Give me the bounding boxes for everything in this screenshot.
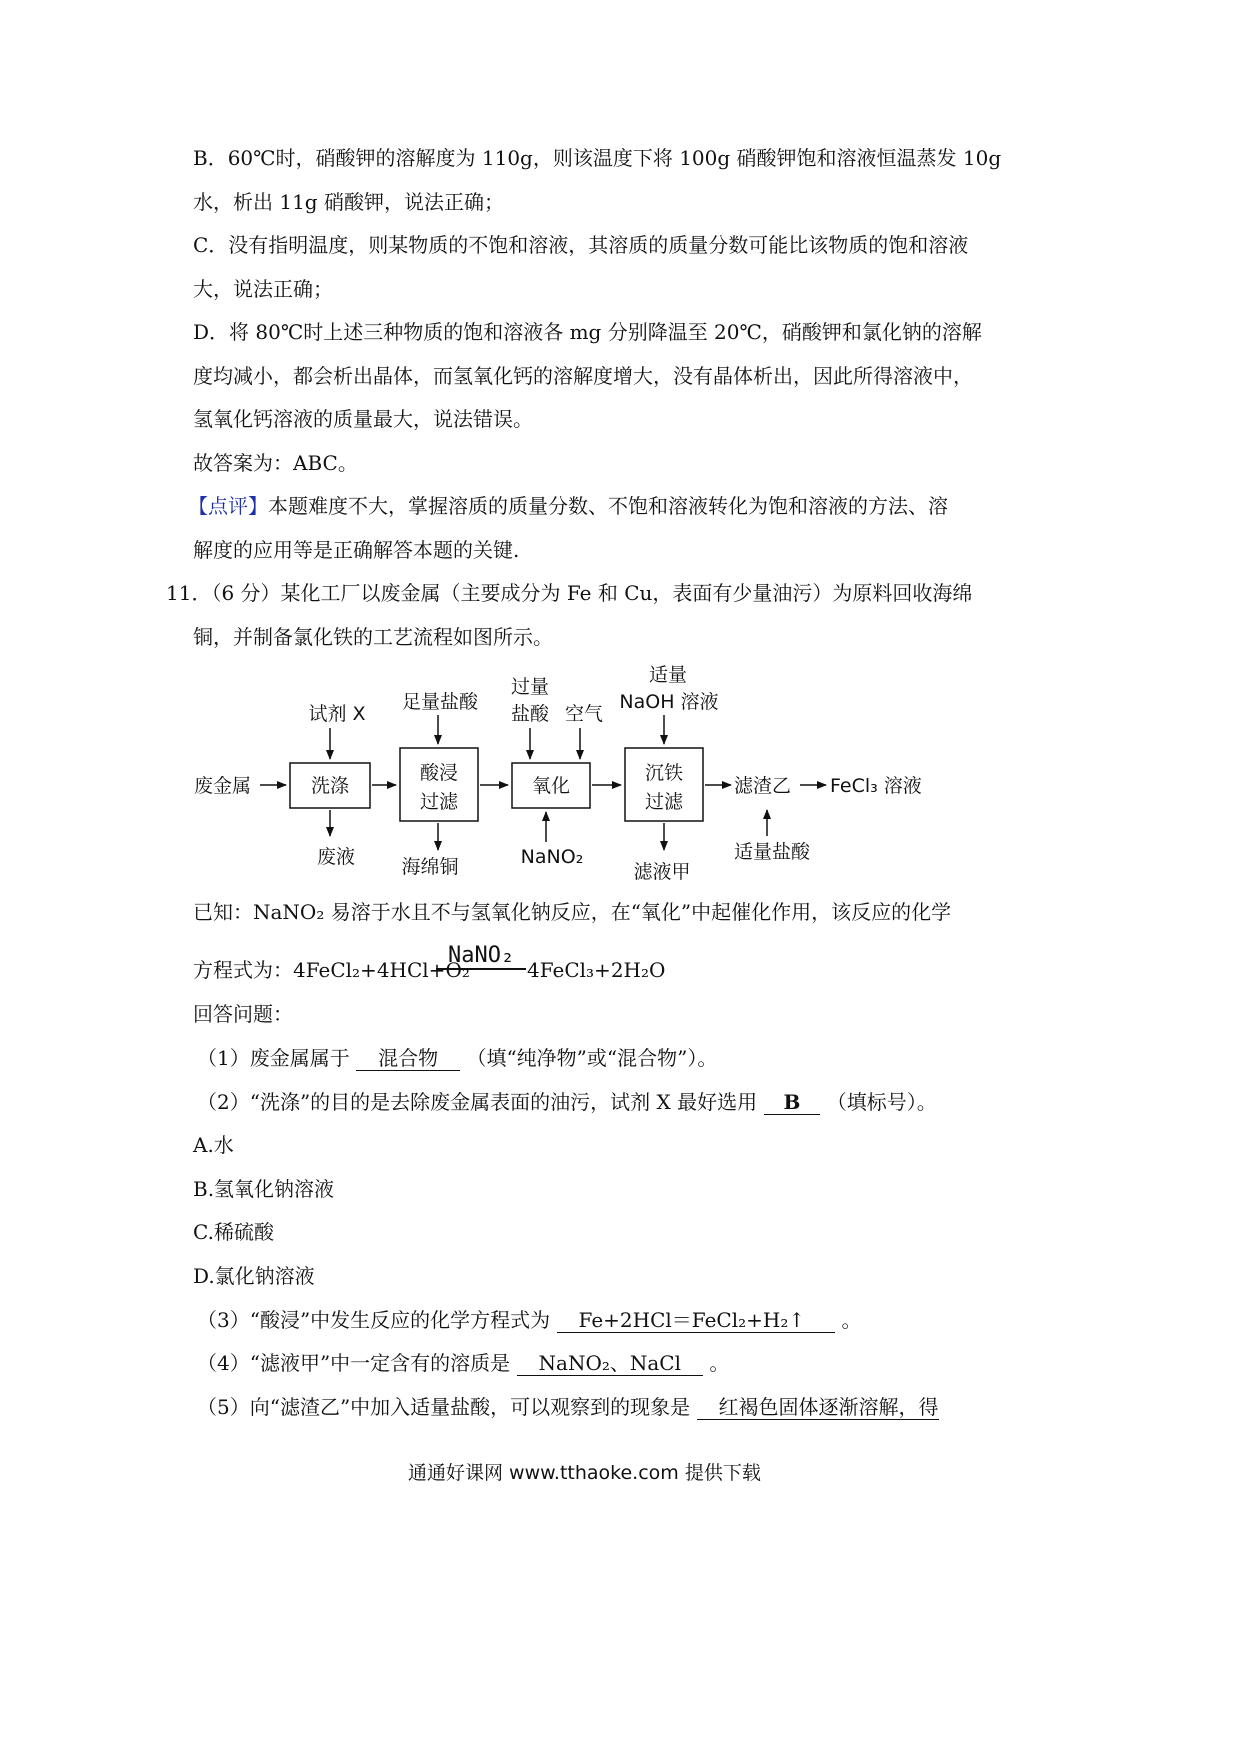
flow-box-acid-2: 过滤 xyxy=(419,791,459,813)
question-11-line2: 铜，并制备氯化铁的工艺流程如图所示。 xyxy=(193,625,553,649)
flow-out-iron: 滤液甲 xyxy=(633,861,691,883)
sub5-text: （5）向“滤渣乙”中加入适量盐酸，可以观察到的现象是 xyxy=(197,1395,691,1419)
flow-product: FeCl₃ 溶液 xyxy=(830,775,922,797)
flow-in-iron-b: NaOH 溶液 xyxy=(619,691,719,713)
sub1-post: （填“纯净物”或“混合物”）。 xyxy=(466,1046,718,1070)
flow-in-oxid-1a: 过量 xyxy=(510,676,550,698)
option-a: A.水 xyxy=(193,1133,234,1157)
answer-c-line2: 大，说法正确； xyxy=(193,277,333,301)
known-equation-prefix: 方程式为：4FeCl₂+4HCl+O₂ xyxy=(193,958,470,982)
flow-out-wash: 废液 xyxy=(316,846,356,868)
flow-in-oxid-1b: 盐酸 xyxy=(510,703,550,725)
question-11-line1: 11．（6 分）某化工厂以废金属（主要成分为 Fe 和 Cu，表面有少量油污）为原料回收海绵 xyxy=(166,581,973,605)
process-flowchart xyxy=(0,660,1240,890)
sub-question-3 xyxy=(197,1306,861,1334)
answer-c-line1: C．没有指明温度，则某物质的不饱和溶液，其溶质的质量分数可能比该物质的饱和溶液 xyxy=(193,233,969,257)
flow-box-wash: 洗涤 xyxy=(310,775,350,797)
flow-in-wash: 试剂 X xyxy=(308,703,366,725)
answer-d-line3: 氢氧化钙溶液的质量最大，说法错误。 xyxy=(193,407,533,431)
flow-in-acid: 足量盐酸 xyxy=(401,691,479,713)
page-footer: 通通好课网 www.tthaoke.com 提供下载 xyxy=(408,1462,761,1484)
sub4-text: （4）“滤液甲”中一定含有的溶质是 xyxy=(197,1351,511,1375)
known-equation-suffix: 4FeCl₃+2H₂O xyxy=(527,958,666,982)
sub-question-2 xyxy=(197,1088,937,1116)
sub1-text: （1）废金属属于 xyxy=(197,1046,350,1070)
sub3-answer: Fe+2HCl＝FeCl₂+H₂↑ xyxy=(557,1308,836,1333)
flow-in-iron-a: 适量 xyxy=(648,664,688,686)
comment-tag: 【点评】 xyxy=(188,494,268,518)
flow-box-acid-1: 酸浸 xyxy=(419,762,459,784)
flow-in-residue: 适量盐酸 xyxy=(733,841,811,863)
sub3-post: 。 xyxy=(841,1308,862,1332)
flow-out-acid: 海绵铜 xyxy=(401,856,459,878)
sub5-answer: 红褐色固体逐渐溶解，得 xyxy=(697,1395,939,1420)
comment-line2: 解度的应用等是正确解答本题的关键. xyxy=(193,538,520,562)
option-b: B.氢氧化钠溶液 xyxy=(193,1177,335,1201)
flow-residue: 滤渣乙 xyxy=(734,775,792,797)
answer-d-line2: 度均减小，都会析出晶体，而氢氧化钙的溶解度增大，没有晶体析出，因此所得溶液中， xyxy=(193,364,973,388)
flow-box-oxid: 氧化 xyxy=(531,775,571,797)
sub-question-5 xyxy=(197,1393,939,1421)
answer-b-line1: B．60℃时，硝酸钾的溶解度为 110g，则该温度下将 100g 硝酸钾饱和溶液恒温蒸发 10g xyxy=(193,146,1002,170)
sub2-text: （2）“洗涤”的目的是去除废金属表面的油污，试剂 X 最好选用 xyxy=(197,1090,758,1114)
sub4-post: 。 xyxy=(709,1351,730,1375)
flow-box-iron-2: 过滤 xyxy=(644,791,684,813)
answer-prompt: 回答问题： xyxy=(193,1002,293,1026)
comment-line1 xyxy=(188,492,948,520)
sub-question-1 xyxy=(197,1044,717,1072)
flow-start: 废金属 xyxy=(194,775,252,797)
sub3-text: （3）“酸浸”中发生反应的化学方程式为 xyxy=(197,1308,551,1332)
answer-d-line1: D．将 80℃时上述三种物质的饱和溶液各 mg 分别降温至 20℃，硝酸钾和氯化钠的溶解 xyxy=(193,320,982,344)
option-d: D.氯化钠溶液 xyxy=(193,1264,315,1288)
flow-box-iron-1: 沉铁 xyxy=(644,762,684,784)
equation-catalyst: NaNO₂ xyxy=(448,943,515,968)
flow-in-oxid-2: 空气 xyxy=(564,703,604,725)
flow-out-oxid: NaNO₂ xyxy=(520,846,584,868)
sub4-answer: NaNO₂、NaCl xyxy=(517,1351,703,1376)
equation-bar xyxy=(436,968,526,970)
comment-text: 本题难度不大，掌握溶质的质量分数、不饱和溶液转化为饱和溶液的方法、溶 xyxy=(268,494,948,518)
final-answer: 故答案为：ABC。 xyxy=(193,451,358,475)
answer-b-line2: 水，析出 11g 硝酸钾，说法正确； xyxy=(193,190,504,214)
option-c: C.稀硫酸 xyxy=(193,1220,274,1244)
sub2-answer: B xyxy=(764,1090,821,1115)
sub2-post: （填标号）。 xyxy=(826,1090,937,1114)
sub1-answer: 混合物 xyxy=(356,1046,460,1071)
known-line1: 已知：NaNO₂ 易溶于水且不与氢氧化钠反应，在“氧化”中起催化作用，该反应的化学 xyxy=(193,900,952,924)
sub-question-4 xyxy=(197,1349,729,1377)
